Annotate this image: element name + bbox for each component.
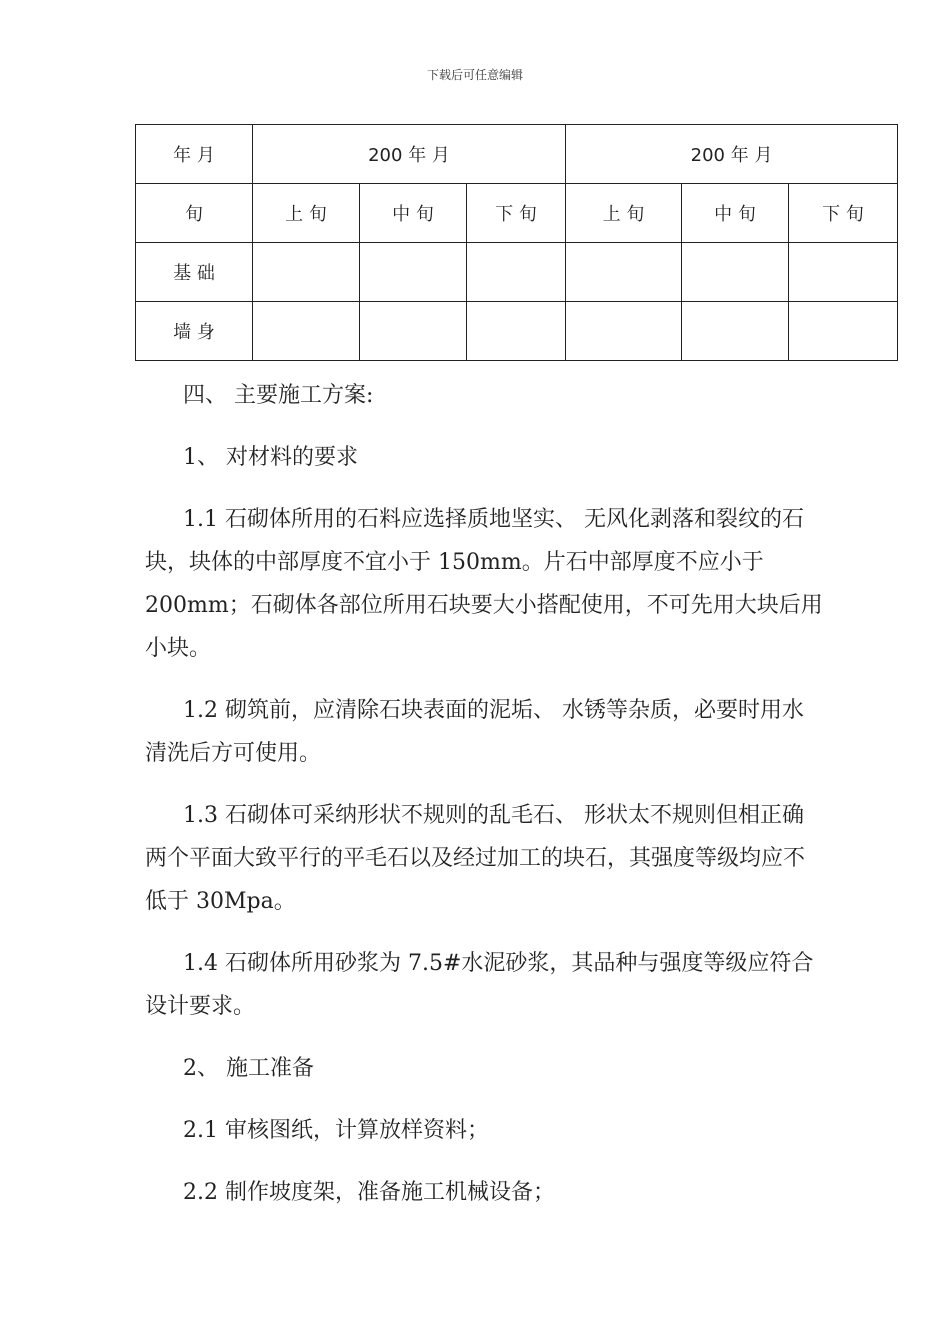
- table-row-wall: [136, 302, 898, 361]
- paragraph: 1.1 石砌体所用的石料应选择质地坚实、 无风化剥落和裂纹的石块，块体的中部厚度不宜小于 150mm。片石中部厚度不应小于 200mm；石砌体各部位所用石块要大小搭配使用，不可先用大块后用小块。: [145, 507, 823, 661]
- table-row-foundation: [136, 243, 898, 302]
- period-cell: 上 旬: [253, 184, 360, 243]
- paragraph: 2.2 制作坡度架，准备施工机械设备；: [183, 1180, 555, 1205]
- period-cell: 中 旬: [682, 184, 789, 243]
- month-group-2: 200 年 月: [566, 125, 898, 184]
- period-cell: 下 旬: [467, 184, 566, 243]
- schedule-cell: [467, 302, 566, 361]
- table-row-year-month: [136, 125, 898, 184]
- year-month-label: 年 月: [136, 125, 253, 184]
- construction-schedule-table: [135, 124, 898, 361]
- page-header-note: 下载后可任意编辑: [426, 68, 523, 82]
- schedule-cell: [253, 302, 360, 361]
- schedule-cell: [789, 243, 898, 302]
- paragraph: 1.4 石砌体所用砂浆为 7.5#水泥砂浆，其品种与强度等级应符合设计要求。: [145, 951, 814, 1019]
- paragraph: 2.1 审核图纸，计算放样资料；: [183, 1118, 489, 1143]
- row-label-wall: 墙 身: [136, 302, 253, 361]
- subsection-heading: 2、 施工准备: [183, 1056, 314, 1081]
- schedule-cell: [360, 302, 467, 361]
- period-cell: 下 旬: [789, 184, 898, 243]
- paragraph: 1.2 砌筑前，应清除石块表面的泥垢、 水锈等杂质，必要时用水清洗后方可使用。: [145, 698, 804, 766]
- schedule-cell: [467, 243, 566, 302]
- schedule-cell: [253, 243, 360, 302]
- schedule-cell: [682, 243, 789, 302]
- subsection-heading: 1、 对材料的要求: [183, 445, 358, 470]
- document-body: [145, 374, 825, 1233]
- month-group-1: 200 年 月: [253, 125, 566, 184]
- table-row-period: [136, 184, 898, 243]
- period-cell: 上 旬: [566, 184, 682, 243]
- paragraph: 1.3 石砌体可采纳形状不规则的乱毛石、 形状太不规则但相正确两个平面大致平行的平毛石以及经过加工的块石，其强度等级均应不低于 30Mpa。: [145, 803, 806, 914]
- section-heading: 四、 主要施工方案:: [183, 383, 374, 408]
- schedule-cell: [682, 302, 789, 361]
- schedule-cell: [566, 243, 682, 302]
- period-label: 旬: [136, 184, 253, 243]
- schedule-cell: [789, 302, 898, 361]
- schedule-cell: [566, 302, 682, 361]
- row-label-foundation: 基 础: [136, 243, 253, 302]
- period-cell: 中 旬: [360, 184, 467, 243]
- schedule-cell: [360, 243, 467, 302]
